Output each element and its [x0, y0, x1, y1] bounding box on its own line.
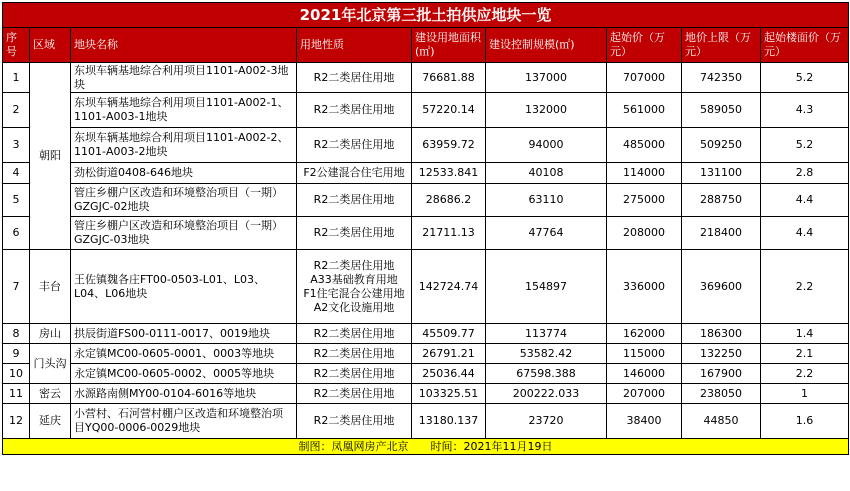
table-footer: 制图：凤凰网房产北京 时间：2021年11月19日	[3, 439, 849, 455]
table-row	[3, 184, 849, 217]
row-no: 9	[3, 344, 30, 364]
cap-price: 288750	[682, 184, 761, 217]
start-price: 114000	[607, 163, 682, 184]
build-scale: 137000	[486, 63, 607, 93]
cap-price: 167900	[682, 364, 761, 384]
start-price: 485000	[607, 128, 682, 163]
start-price: 146000	[607, 364, 682, 384]
floor-price: 2.2	[761, 364, 849, 384]
land-area: 57220.14	[412, 93, 486, 128]
table-row	[3, 344, 849, 364]
land-area: 21711.13	[412, 217, 486, 250]
floor-price: 4.4	[761, 184, 849, 217]
land-area: 13180.137	[412, 404, 486, 439]
row-no: 11	[3, 384, 30, 404]
land-area: 25036.44	[412, 364, 486, 384]
land-use: F2公建混合住宅用地	[297, 163, 412, 184]
land-use-line: R2二类居住用地	[313, 258, 395, 272]
table-row	[3, 324, 849, 344]
floor-price: 2.8	[761, 163, 849, 184]
land-use	[297, 250, 412, 324]
cap-price: 44850	[682, 404, 761, 439]
cap-price: 369600	[682, 250, 761, 324]
build-scale: 154897	[486, 250, 607, 324]
land-use: R2二类居住用地	[297, 404, 412, 439]
land-use-line: F1住宅混合公建用地	[303, 286, 405, 300]
build-scale: 63110	[486, 184, 607, 217]
row-no: 6	[3, 217, 30, 250]
header-use: 用地性质	[297, 28, 412, 63]
land-name: 王佐镇魏各庄FT00-0503-L01、L03、L04、L06地块	[71, 250, 297, 324]
header-name: 地块名称	[71, 28, 297, 63]
district-cell: 丰台	[30, 250, 71, 324]
header-no: 序号	[3, 28, 30, 63]
land-supply-table	[2, 2, 849, 455]
header-district: 区域	[30, 28, 71, 63]
build-scale: 47764	[486, 217, 607, 250]
table-row	[3, 364, 849, 384]
cap-price: 131100	[682, 163, 761, 184]
land-name: 劲松街道0408-646地块	[71, 163, 297, 184]
land-area: 103325.51	[412, 384, 486, 404]
land-name: 永定镇MC00-0605-0001、0003等地块	[71, 344, 297, 364]
land-area: 26791.21	[412, 344, 486, 364]
land-use: R2二类居住用地	[297, 184, 412, 217]
start-price: 115000	[607, 344, 682, 364]
floor-price: 1.6	[761, 404, 849, 439]
land-name: 拱辰街道FS00-0111-0017、0019地块	[71, 324, 297, 344]
table-row	[3, 163, 849, 184]
row-no: 10	[3, 364, 30, 384]
start-price: 208000	[607, 217, 682, 250]
land-name: 东坝车辆基地综合利用项目1101-A002-2、1101-A003-2地块	[71, 128, 297, 163]
row-no: 4	[3, 163, 30, 184]
table-title: 2021年北京第三批土拍供应地块一览	[3, 3, 849, 28]
header-scale: 建设控制规模(㎡)	[486, 28, 607, 63]
build-scale: 113774	[486, 324, 607, 344]
floor-price: 2.1	[761, 344, 849, 364]
table-row	[3, 217, 849, 250]
land-use: R2二类居住用地	[297, 384, 412, 404]
cap-price: 509250	[682, 128, 761, 163]
floor-price: 5.2	[761, 128, 849, 163]
build-scale: 200222.033	[486, 384, 607, 404]
table-row	[3, 63, 849, 93]
start-price: 275000	[607, 184, 682, 217]
cap-price: 132250	[682, 344, 761, 364]
row-no: 12	[3, 404, 30, 439]
build-scale: 40108	[486, 163, 607, 184]
table-row	[3, 93, 849, 128]
land-use: R2二类居住用地	[297, 63, 412, 93]
build-scale: 132000	[486, 93, 607, 128]
build-scale: 53582.42	[486, 344, 607, 364]
start-price: 707000	[607, 63, 682, 93]
build-scale: 94000	[486, 128, 607, 163]
header-start-price: 起始价（万元）	[607, 28, 682, 63]
start-price: 561000	[607, 93, 682, 128]
floor-price: 1.4	[761, 324, 849, 344]
row-no: 8	[3, 324, 30, 344]
district-cell: 朝阳	[30, 63, 71, 250]
land-name: 管庄乡棚户区改造和环境整治项目（一期）GZGJC-03地块	[71, 217, 297, 250]
floor-price: 4.4	[761, 217, 849, 250]
cap-price: 742350	[682, 63, 761, 93]
cap-price: 218400	[682, 217, 761, 250]
header-area: 建设用地面积(㎡)	[412, 28, 486, 63]
land-area: 142724.74	[412, 250, 486, 324]
floor-price: 4.3	[761, 93, 849, 128]
land-use: R2二类居住用地	[297, 344, 412, 364]
start-price: 38400	[607, 404, 682, 439]
land-area: 76681.88	[412, 63, 486, 93]
row-no: 5	[3, 184, 30, 217]
row-no: 3	[3, 128, 30, 163]
land-use: R2二类居住用地	[297, 93, 412, 128]
land-name: 东坝车辆基地综合利用项目1101-A002-3地块	[71, 63, 297, 93]
district-cell: 房山	[30, 324, 71, 344]
district-cell: 延庆	[30, 404, 71, 439]
land-use: R2二类居住用地	[297, 217, 412, 250]
land-name: 水源路南侧MY00-0104-6016等地块	[71, 384, 297, 404]
land-use-line: A33基础教育用地	[310, 272, 398, 286]
row-no: 7	[3, 250, 30, 324]
district-cell: 密云	[30, 384, 71, 404]
land-area: 12533.841	[412, 163, 486, 184]
land-area: 28686.2	[412, 184, 486, 217]
land-name: 管庄乡棚户区改造和环境整治项目（一期）GZGJC-02地块	[71, 184, 297, 217]
district-cell: 门头沟	[30, 344, 71, 384]
land-use: R2二类居住用地	[297, 364, 412, 384]
cap-price: 238050	[682, 384, 761, 404]
build-scale: 23720	[486, 404, 607, 439]
header-cap-price: 地价上限（万元）	[682, 28, 761, 63]
floor-price: 1	[761, 384, 849, 404]
start-price: 162000	[607, 324, 682, 344]
build-scale: 67598.388	[486, 364, 607, 384]
floor-price: 2.2	[761, 250, 849, 324]
land-name: 东坝车辆基地综合利用项目1101-A002-1、1101-A003-1地块	[71, 93, 297, 128]
row-no: 1	[3, 63, 30, 93]
land-use: R2二类居住用地	[297, 128, 412, 163]
cap-price: 589050	[682, 93, 761, 128]
header-floor-price: 起始楼面价（万元）	[761, 28, 849, 63]
table-row	[3, 128, 849, 163]
land-use-line: A2文化设施用地	[313, 300, 395, 314]
land-area: 63959.72	[412, 128, 486, 163]
land-use: R2二类居住用地	[297, 324, 412, 344]
table-row	[3, 250, 849, 324]
land-name: 小营村、石河营村棚户区改造和环境整治项目YQ00-0006-0029地块	[71, 404, 297, 439]
land-name: 永定镇MC00-0605-0002、0005等地块	[71, 364, 297, 384]
row-no: 2	[3, 93, 30, 128]
table-row	[3, 404, 849, 439]
land-area: 45509.77	[412, 324, 486, 344]
floor-price: 5.2	[761, 63, 849, 93]
start-price: 207000	[607, 384, 682, 404]
start-price: 336000	[607, 250, 682, 324]
table-row	[3, 384, 849, 404]
header-row	[3, 28, 849, 63]
cap-price: 186300	[682, 324, 761, 344]
